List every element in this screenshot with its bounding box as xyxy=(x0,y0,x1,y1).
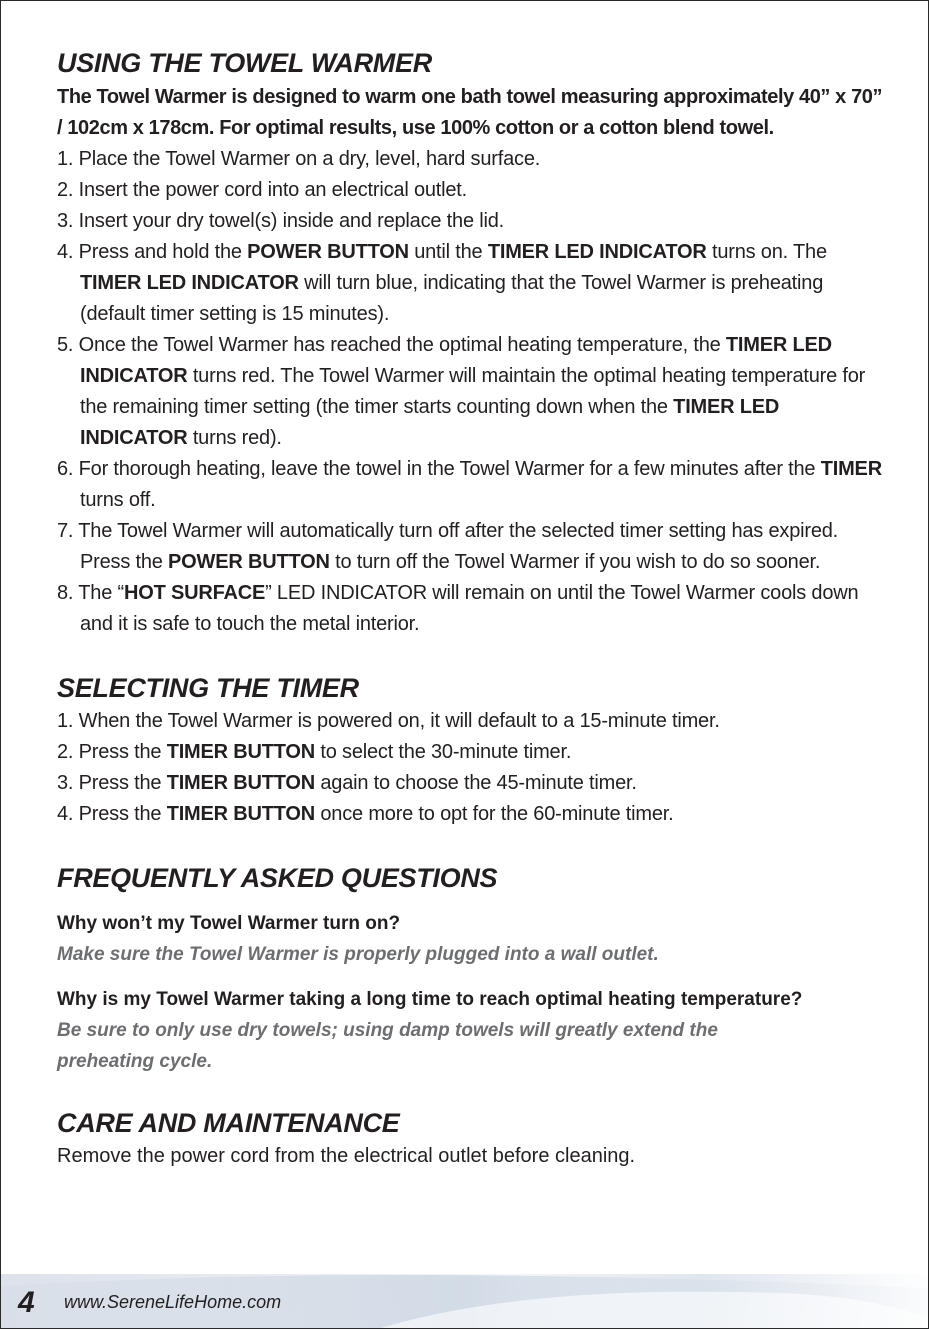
step-item xyxy=(57,737,887,768)
step-item xyxy=(57,330,887,454)
faq-question: Why won’t my Towel Warmer turn on? xyxy=(57,913,401,934)
step-emphasis: TIMER LED INDICATOR xyxy=(80,334,832,387)
using-steps-list xyxy=(57,144,887,640)
page-content xyxy=(57,47,887,1172)
step-item xyxy=(57,578,887,640)
step-emphasis: POWER BUTTON xyxy=(168,551,330,573)
step-text: again to choose the 45-minute timer. xyxy=(315,772,637,794)
step-text: turns red. The Towel Warmer will maintain the optimal heating temperature for the remaining timer setting (the timer starts counting down when the xyxy=(80,365,866,418)
step-text: once more to opt for the 60-minute timer. xyxy=(315,803,674,825)
step-emphasis: TIMER LED INDICATOR xyxy=(80,396,780,449)
step-text: until the xyxy=(408,241,488,263)
step-emphasis: TIMER BUTTON xyxy=(166,741,316,763)
faq-item xyxy=(57,984,817,1077)
step-item xyxy=(57,237,887,330)
step-text: turns off. xyxy=(80,489,156,511)
timer-section-title: SELECTING THE TIMER xyxy=(57,673,359,703)
page-number: 4 xyxy=(18,1286,35,1319)
step-emphasis: TIMER LED INDICATOR xyxy=(80,272,299,294)
step-emphasis: TIMER LED INDICATOR xyxy=(487,241,707,263)
faq-question: Why is my Towel Warmer taking a long time to reach optimal heating temperature? xyxy=(57,989,803,1010)
step-text: 1. When the Towel Warmer is powered on, it will default to a 15-minute timer. xyxy=(57,710,720,732)
website-link[interactable]: www.SereneLifeHome.com xyxy=(64,1292,282,1312)
step-text: to turn off the Towel Warmer if you wish to do so sooner. xyxy=(329,551,821,573)
step-emphasis: HOT SURFACE xyxy=(123,582,266,604)
step-emphasis: TIMER xyxy=(820,458,882,480)
step-text: 5. Once the Towel Warmer has reached the optimal heating temperature, the xyxy=(57,334,726,356)
step-emphasis: POWER BUTTON xyxy=(247,241,409,263)
step-text: 1. Place the Towel Warmer on a dry, level, hard surface. xyxy=(57,148,541,170)
step-item xyxy=(57,454,887,516)
faq-answer: Make sure the Towel Warmer is properly plugged into a wall outlet. xyxy=(57,944,659,965)
care-text: Remove the power cord from the electrical outlet before cleaning. xyxy=(57,1145,636,1167)
step-item xyxy=(57,175,887,206)
step-text: 2. Press the xyxy=(57,741,167,763)
using-section-title: USING THE TOWEL WARMER xyxy=(57,48,432,78)
step-text: 3. Insert your dry towel(s) inside and replace the lid. xyxy=(57,210,504,232)
step-text: 8. The “ xyxy=(57,582,124,604)
step-item xyxy=(57,799,887,830)
care-section-title: CARE AND MAINTENANCE xyxy=(57,1108,400,1138)
step-text: turns red). xyxy=(187,427,282,449)
step-text: 4. Press and hold the xyxy=(57,241,248,263)
step-item xyxy=(57,768,887,799)
faq-answer: Be sure to only use dry towels; using damp towels will greatly extend the preheating cycle. xyxy=(57,1020,718,1072)
step-text: turns on. The xyxy=(706,241,827,263)
faq-section-title: FREQUENTLY ASKED QUESTIONS xyxy=(57,863,498,893)
faq-item xyxy=(57,908,887,970)
step-emphasis: TIMER BUTTON xyxy=(166,803,316,825)
using-intro: The Towel Warmer is designed to warm one bath towel measuring approximately 40” x 70” / 102cm x 178cm. For optimal results, use 100% cotton or a cotton blend towel. xyxy=(57,86,883,139)
step-emphasis: TIMER BUTTON xyxy=(166,772,316,794)
step-text: to select the 30-minute timer. xyxy=(315,741,572,763)
step-item xyxy=(57,706,887,737)
step-item xyxy=(57,206,887,237)
step-text: will turn blue, indicating that the Towel Warmer is preheating (default timer setting is 15 minutes). xyxy=(80,272,824,325)
step-text: ” LED INDICATOR will remain on until the Towel Warmer cools down and it is safe to touch the metal interior. xyxy=(80,582,859,635)
step-item xyxy=(57,516,887,578)
timer-steps-list xyxy=(57,706,887,830)
step-text: 7. The Towel Warmer will automatically turn off after the selected timer setting has expired. Press the xyxy=(57,520,839,573)
step-text: 4. Press the xyxy=(57,803,167,825)
step-text: 3. Press the xyxy=(57,772,167,794)
step-text: 2. Insert the power cord into an electrical outlet. xyxy=(57,179,468,201)
step-text: 6. For thorough heating, leave the towel in the Towel Warmer for a few minutes after the xyxy=(57,458,821,480)
step-item xyxy=(57,144,887,175)
